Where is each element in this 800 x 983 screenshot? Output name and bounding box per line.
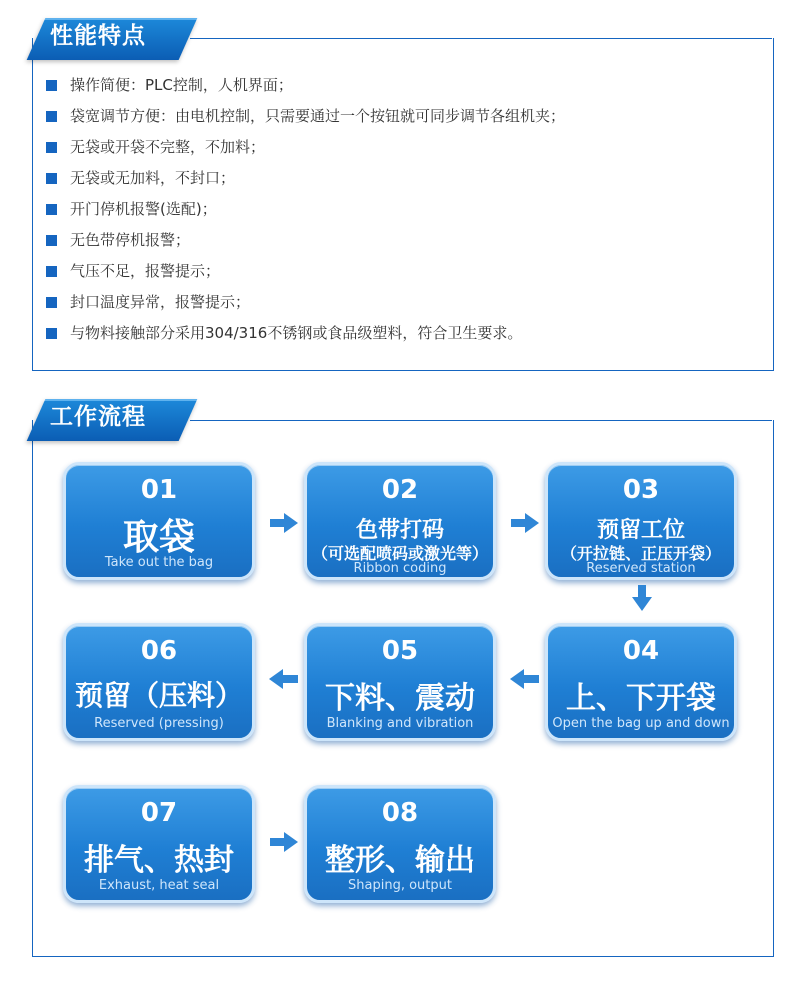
feature-item: 封口温度异常，报警提示； bbox=[46, 287, 766, 318]
step-title: 排气、热封 bbox=[84, 843, 234, 878]
square-bullet-icon bbox=[46, 111, 57, 122]
square-bullet-icon bbox=[46, 297, 57, 308]
step-card-08 bbox=[304, 785, 496, 903]
feature-item: 与物料接触部分采用304/316不锈钢或食品级塑料，符合卫生要求。 bbox=[46, 318, 766, 349]
step-card-03 bbox=[545, 462, 737, 580]
square-bullet-icon bbox=[46, 173, 57, 184]
step-card-06 bbox=[63, 623, 255, 741]
step-english: Open the bag up and down bbox=[552, 716, 730, 731]
step-title: 下料、震动 bbox=[325, 681, 475, 716]
square-bullet-icon bbox=[46, 204, 57, 215]
feature-item: 无袋或开袋不完整，不加料； bbox=[46, 132, 766, 163]
step-english: Reserved (pressing) bbox=[94, 716, 224, 731]
step-subtitle: （开拉链、正压开袋） bbox=[560, 544, 721, 563]
features-title: 性能特点 bbox=[50, 23, 146, 49]
step-subtitle: （可选配喷码或激光等） bbox=[311, 544, 488, 563]
step-number: 01 bbox=[140, 475, 178, 505]
square-bullet-icon bbox=[46, 266, 57, 277]
step-card-04 bbox=[545, 623, 737, 741]
step-title: 预留工位 bbox=[596, 518, 685, 543]
step-english: Exhaust, heat seal bbox=[98, 878, 220, 893]
step-title: 预留（压料） bbox=[74, 679, 243, 712]
feature-item: 开门停机报警(选配)； bbox=[46, 194, 766, 225]
step-number: 07 bbox=[140, 798, 178, 828]
feature-item: 无色带停机报警； bbox=[46, 225, 766, 256]
step-title: 整形、输出 bbox=[325, 843, 475, 878]
step-number: 06 bbox=[140, 636, 178, 666]
feature-item: 气压不足，报警提示； bbox=[46, 256, 766, 287]
features-list bbox=[46, 70, 766, 349]
feature-item: 袋宽调节方便：由电机控制，只需要通过一个按钮就可同步调节各组机夹； bbox=[46, 101, 766, 132]
step-number: 02 bbox=[381, 475, 419, 505]
feature-item: 操作简便：PLC控制，人机界面； bbox=[46, 70, 766, 101]
step-number: 05 bbox=[381, 636, 419, 666]
feature-item: 无袋或无加料，不封口； bbox=[46, 163, 766, 194]
workflow-title: 工作流程 bbox=[50, 404, 146, 430]
step-english: Blanking and vibration bbox=[326, 716, 474, 731]
step-title: 上、下开袋 bbox=[566, 681, 716, 716]
step-english: Take out the bag bbox=[104, 555, 214, 570]
square-bullet-icon bbox=[46, 80, 57, 91]
step-title: 取袋 bbox=[122, 517, 195, 558]
step-title: 色带打码 bbox=[355, 518, 444, 543]
square-bullet-icon bbox=[46, 142, 57, 153]
square-bullet-icon bbox=[46, 328, 57, 339]
step-number: 03 bbox=[622, 475, 660, 505]
step-english: Ribbon coding bbox=[353, 561, 447, 576]
step-english: Reserved station bbox=[586, 561, 696, 576]
step-english: Shaping, output bbox=[348, 878, 452, 893]
step-number: 08 bbox=[381, 798, 419, 828]
step-card-07 bbox=[63, 785, 255, 903]
step-card-05 bbox=[304, 623, 496, 741]
step-number: 04 bbox=[622, 636, 660, 666]
square-bullet-icon bbox=[46, 235, 57, 246]
step-card-02 bbox=[304, 462, 496, 580]
step-card-01 bbox=[63, 462, 255, 580]
